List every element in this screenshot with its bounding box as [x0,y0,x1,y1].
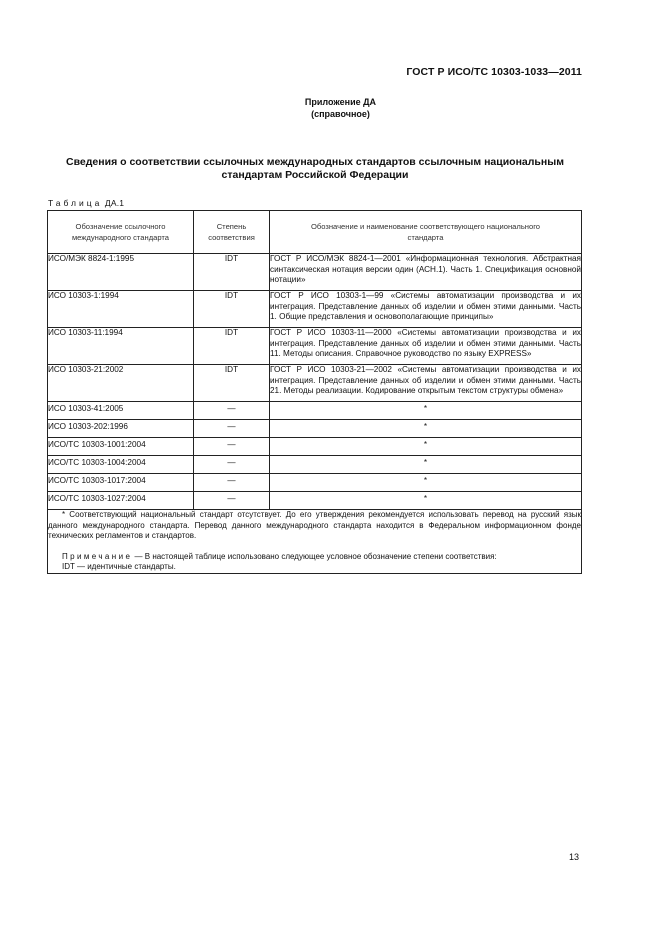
table-notes [48,510,582,574]
section-title [48,156,582,182]
cell-national-standard: * [270,402,582,420]
cell-standard: ИСО 10303-11:1994 [48,328,194,365]
table-row [48,456,582,474]
column-header-degree [194,211,270,254]
table-caption-word: Таблица [48,198,103,208]
appendix-title: Приложение ДА [304,97,377,107]
section-title-line-1: Сведения о соответствии ссылочных международных стандартов ссылочным национальным [66,156,564,168]
table-row [48,254,582,291]
cell-degree: — [194,492,270,510]
note-paragraph [48,552,581,563]
cell-national-standard: ГОСТ Р ИСО/МЭК 8824-1—2001 «Информационная технология. Абстрактная синтаксическая нотация версии один (АСН.1). Часть 1. Спецификация основной нотации» [270,254,582,291]
cell-degree: — [194,402,270,420]
table-row [48,474,582,492]
cell-degree: — [194,474,270,492]
note-text: — В настоящей таблице использовано следующее условное обозначение степени соответствия: [132,551,497,561]
cell-national-standard: ГОСТ Р ИСО 10303-1—99 «Системы автоматизации производства и их интеграция. Представление данных об изделии и обмен этими данными. Часть 1. Общие представления и основополагающие принципы» [270,291,582,328]
cell-national-standard: * [270,492,582,510]
cell-standard: ИСО 10303-21:2002 [48,365,194,402]
cell-degree: IDT [194,365,270,402]
table-row [48,365,582,402]
column-header-standard-line-1: Обозначение ссылочного [75,221,166,231]
cell-degree: IDT [194,291,270,328]
table-row [48,492,582,510]
column-header-standard [48,211,194,254]
appendix-heading [0,97,661,120]
cell-standard: ИСО/МЭК 8824-1:1995 [48,254,194,291]
column-header-national-standard [270,211,582,254]
section-title-line-2: стандартам Российской Федерации [221,169,409,181]
table-header-row [48,211,582,254]
cell-national-standard: * [270,438,582,456]
cell-national-standard: ГОСТ Р ИСО 10303-11—2000 «Системы автоматизации производства и их интеграция. Представление данных об изделии и обмен этими данными. Часть 11. Методы описания. Справочное руководство по языку EXPRESS» [270,328,582,365]
document-code: ГОСТ Р ИСО/ТС 10303-1033—2011 [406,66,582,78]
column-header-standard-line-2: международного стандарта [71,233,170,242]
note-legend: IDT — идентичные стандарты. [62,562,176,572]
column-header-national-line-1: Обозначение и наименование соответствующего национального [310,221,541,231]
page-number: 13 [568,852,579,862]
table-row [48,420,582,438]
column-header-degree-line-2: соответствия [208,233,255,242]
cell-standard: ИСО/ТС 10303-1027:2004 [48,492,194,510]
correspondence-table [47,210,582,574]
cell-national-standard: * [270,420,582,438]
cell-degree: — [194,438,270,456]
table-notes-row [48,510,582,574]
cell-standard: ИСО 10303-202:1996 [48,420,194,438]
table-caption-id: ДА.1 [104,198,125,208]
footnote-text: * Соответствующий национальный стандарт отсутствует. До его утверждения рекомендуется использовать перевод на русский язык данного международного стандарта. Перевод данного международного стандарта находится в Федеральном информационном фонде технических регламентов и стандартов. [48,510,581,541]
column-header-national-line-2: стандарта [407,233,444,242]
cell-degree: IDT [194,254,270,291]
cell-standard: ИСО 10303-1:1994 [48,291,194,328]
cell-degree: — [194,420,270,438]
table-row [48,438,582,456]
column-header-degree-line-1: Степень [216,221,247,231]
cell-national-standard: ГОСТ Р ИСО 10303-21—2002 «Системы автоматизации производства и их интеграция. Представление данных об изделии и обмен этими данными. Часть 21. Методы реализации. Кодирование открытым текстом структуры обмена» [270,365,582,402]
table-caption [48,198,124,208]
cell-standard: ИСО/ТС 10303-1017:2004 [48,474,194,492]
cell-standard: ИСО/ТС 10303-1004:2004 [48,456,194,474]
table-row [48,402,582,420]
cell-standard: ИСО/ТС 10303-1001:2004 [48,438,194,456]
cell-national-standard: * [270,456,582,474]
cell-degree: IDT [194,328,270,365]
table-row [48,291,582,328]
cell-standard: ИСО 10303-41:2005 [48,402,194,420]
cell-degree: — [194,456,270,474]
cell-national-standard: * [270,474,582,492]
appendix-subtitle: (справочное) [311,108,370,119]
note-label: Примечание [62,551,133,561]
table-row [48,328,582,365]
